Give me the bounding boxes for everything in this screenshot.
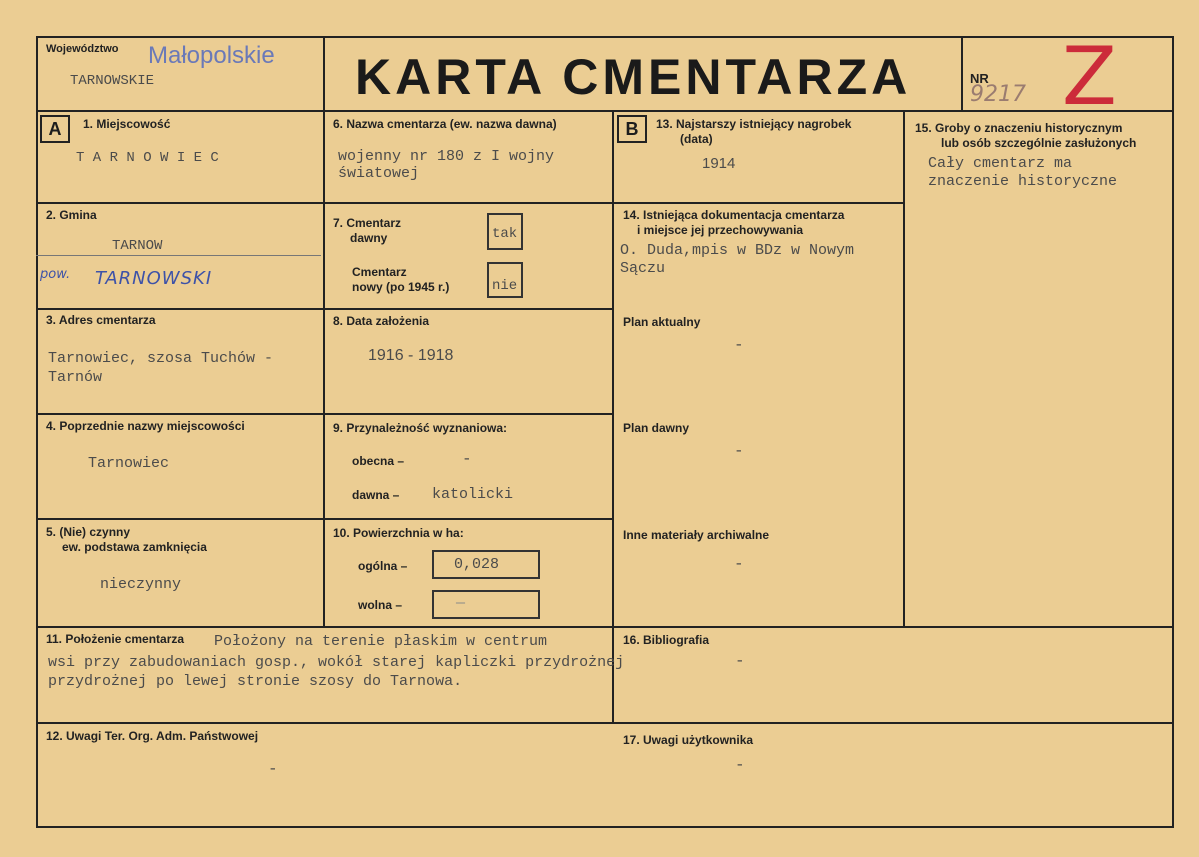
field-2-value: TARNOW: [112, 238, 163, 254]
field-3-value-line1: Tarnowiec, szosa Tuchów -: [48, 350, 274, 367]
field-15-value-line2: znaczenie historyczne: [928, 173, 1118, 190]
nr-value: 9217: [970, 82, 1026, 107]
plan-dawny-label: Plan dawny: [623, 421, 690, 435]
obecna-label: obecna –: [352, 454, 405, 468]
field-6-value-line2: światowej: [338, 165, 420, 182]
dawna-value: katolicki: [432, 486, 514, 503]
divider: [36, 626, 1174, 628]
field-14-label-line2: i miejsce jej przechowywania: [637, 223, 804, 237]
dawny-checkbox: [487, 213, 523, 250]
field-10-label: 10. Powierzchnia w ha:: [333, 526, 464, 540]
section-b-badge: B: [617, 115, 647, 143]
wolna-box: [432, 590, 540, 619]
field-11-label: 11. Położenie cmentarza: [46, 632, 185, 646]
divider-thin: [36, 255, 321, 256]
field-14-value-line1: O. Duda,mpis w BDz w Nowym: [620, 242, 855, 259]
field-3-value-line2: Tarnów: [48, 369, 103, 386]
plan-dawny-value: -: [734, 442, 744, 460]
wolna-label: wolna –: [358, 598, 403, 612]
divider: [36, 413, 614, 415]
ogolna-value: 0,028: [454, 556, 500, 573]
plan-aktualny-label: Plan aktualny: [623, 315, 701, 329]
wojewodztwo-value: TARNOWSKIE: [70, 73, 155, 89]
field-1-label: 1. Miejscowość: [83, 117, 171, 131]
field-14-value-line2: Sączu: [620, 260, 666, 277]
plan-aktualny-value: -: [734, 336, 744, 354]
field-2-label: 2. Gmina: [46, 208, 97, 222]
field-7-label-line2: dawny: [350, 231, 388, 245]
divider: [36, 308, 614, 310]
page-title: KARTA CMENTARZA: [355, 49, 912, 105]
field-8-value: 1916 - 1918: [368, 347, 454, 364]
field-15-label-line1: 15. Groby o znaczeniu historycznym: [915, 121, 1123, 135]
field-6-label: 6. Nazwa cmentarza (ew. nazwa dawna): [333, 117, 557, 131]
field-9-label: 9. Przynależność wyznaniowa:: [333, 421, 508, 435]
divider: [36, 518, 614, 520]
ogolna-box: [432, 550, 540, 579]
ogolna-label: ogólna –: [358, 559, 408, 573]
field-16-label: 16. Bibliografia: [623, 633, 710, 647]
field-13-label-line2: (data): [680, 132, 713, 146]
field-4-label: 4. Poprzednie nazwy miejscowości: [46, 419, 245, 433]
field-12-value: -: [268, 760, 278, 778]
field-11-value-line3: przydrożnej po lewej stronie szosy do Tarnowa.: [48, 673, 463, 690]
field-7-label-line1: 7. Cmentarz: [333, 216, 402, 230]
divider: [612, 202, 904, 204]
field-17-label: 17. Uwagi użytkownika: [623, 733, 754, 747]
inne-materialy-label: Inne materiały archiwalne: [623, 528, 770, 542]
wojewodztwo-stamp: Małopolskie: [148, 42, 275, 69]
obecna-value: -: [462, 450, 472, 468]
dawny-value: tak: [492, 226, 518, 242]
field-6-value-line1: wojenny nr 180 z I wojny: [338, 148, 555, 165]
category-letter: Z: [1062, 30, 1117, 123]
wojewodztwo-label: Województwo: [46, 43, 119, 55]
field-3-label: 3. Adres cmentarza: [46, 313, 156, 327]
field-15-label-line2: lub osób szczególnie zasłużonych: [941, 136, 1137, 150]
powiat-value: TARNOWSKI: [95, 268, 213, 289]
nowy-checkbox: [487, 262, 523, 298]
field-14-label-line1: 14. Istniejąca dokumentacja cmentarza: [623, 208, 845, 222]
field-4-value: Tarnowiec: [88, 455, 170, 472]
field-11-value-line1: Położony na terenie płaskim w centrum: [214, 633, 548, 650]
field-11-value-line2: wsi przy zabudowaniach gosp., wokół starej kapliczki przydrożnej: [48, 654, 625, 671]
field-5-label-line1: 5. (Nie) czynny: [46, 525, 131, 539]
field-7-nowy-label-line1: Cmentarz: [352, 265, 407, 279]
inne-materialy-value: -: [734, 555, 744, 573]
field-11-dash: -: [735, 652, 745, 670]
field-5-label-line2: ew. podstawa zamknięcia: [62, 540, 207, 554]
field-17-value: -: [735, 756, 745, 774]
section-a-badge: A: [40, 115, 70, 143]
nowy-value: nie: [492, 278, 518, 294]
field-15-value-line1: Cały cmentarz ma: [928, 155, 1073, 172]
field-1-value: T A R N O W I E C: [76, 150, 219, 166]
divider: [36, 110, 1174, 112]
dawna-label: dawna –: [352, 488, 400, 502]
field-5-value: nieczynny: [100, 576, 182, 593]
divider: [323, 36, 325, 626]
divider: [961, 36, 963, 112]
field-12-label: 12. Uwagi Ter. Org. Adm. Państwowej: [46, 729, 259, 743]
field-7-nowy-label-line2: nowy (po 1945 r.): [352, 280, 450, 294]
wolna-value: —: [456, 595, 466, 612]
nr-label: NR: [970, 71, 989, 86]
field-8-label: 8. Data założenia: [333, 314, 430, 328]
field-13-label-line1: 13. Najstarszy istniejący nagrobek: [656, 117, 852, 131]
powiat-label: pow.: [40, 267, 71, 282]
divider: [36, 722, 1174, 724]
field-13-value: 1914: [702, 155, 736, 172]
divider: [36, 202, 614, 204]
divider: [903, 110, 905, 628]
